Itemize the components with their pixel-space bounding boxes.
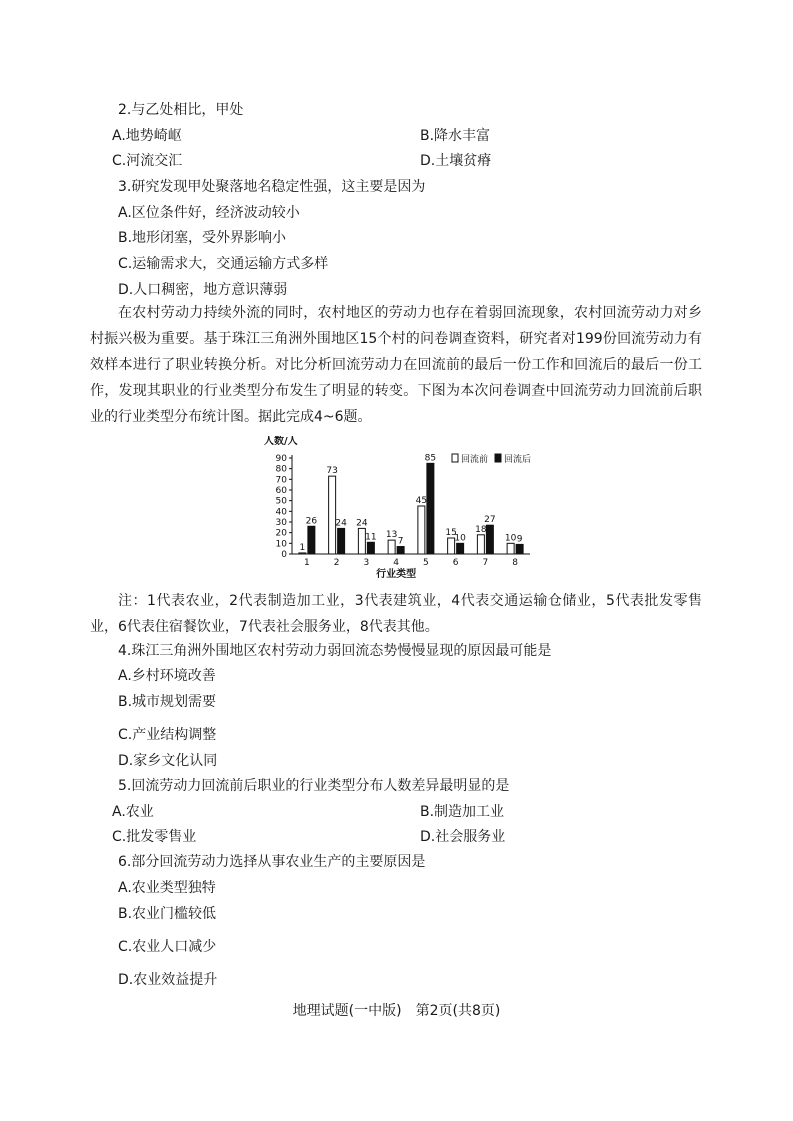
bar-回流前-5 [418,506,425,554]
q5-option-a[interactable]: A.农业 [112,804,154,820]
data-label: 26 [305,516,318,527]
bar-回流前-4 [388,540,395,554]
bar-回流后-2 [338,528,345,554]
q3-option-b[interactable]: B.地形闭塞，受外界影响小 [118,230,287,246]
y-tick-label: 0 [281,550,287,560]
q2-option-d[interactable]: D.土壤贫瘠 [420,153,492,169]
data-label: 10 [454,533,466,544]
q2-option-c[interactable]: C.河流交汇 [112,153,183,169]
x-tick-label: 1 [304,558,310,568]
y-tick-label: 70 [275,475,287,486]
y-tick-label: 90 [275,454,287,464]
x-tick-label: 4 [393,558,399,568]
x-tick-label: 3 [363,558,370,568]
x-tick-label: 2 [333,558,340,568]
chart-note: 注：1代表农业，2代表制造加工业，3代表建筑业，4代表交通运输仓储业，5代表批发零售业，6代表住宿餐饮业，7代表社会服务业，8代表其他。 [90,593,702,635]
y-tick-label: 20 [275,528,287,539]
q2-option-a[interactable]: A.地势崎岖 [112,128,182,144]
y-axis-label: 人数/人 [264,436,298,447]
y-tick-label: 50 [275,496,287,507]
q2-stem: 2.与乙处相比，甲处 [118,102,244,118]
y-tick-label: 80 [275,464,287,475]
data-label: 10 [504,533,517,544]
bar-回流后-4 [397,547,404,554]
legend-swatch-回流后 [495,454,501,462]
data-label: 1 [299,542,306,553]
q6-option-c[interactable]: C.农业人口减少 [118,939,217,955]
page-footer: 地理试题(一中版) 第2页(共8页) [292,1003,501,1019]
y-tick-label: 60 [275,486,287,496]
q4-option-d[interactable]: D.家乡文化认同 [118,753,218,769]
q6-option-d[interactable]: D.农业效益提升 [118,972,218,988]
y-tick-label: 10 [275,539,287,550]
bar-回流后-8 [516,544,523,554]
legend-swatch-回流前 [452,454,458,462]
bar-回流前-2 [329,476,336,554]
q2-option-b[interactable]: B.降水丰富 [420,128,491,144]
data-label: 15 [445,528,457,538]
data-label: 9 [516,534,523,545]
bar-回流前-7 [477,535,484,554]
q6-option-b[interactable]: B.农业门槛较低 [118,906,217,922]
x-tick-label: 8 [512,558,518,568]
bar-回流后-3 [367,542,374,554]
y-tick-label: 30 [275,518,287,528]
data-label: 7 [397,536,404,547]
q6-stem: 6.部分回流劳动力选择从事农业生产的主要原因是 [118,854,426,870]
q4-option-b[interactable]: B.城市规划需要 [118,694,217,710]
bar-回流后-7 [486,525,493,554]
x-tick-label: 5 [423,558,429,568]
q3-option-a[interactable]: A.区位条件好，经济波动较小 [118,205,300,221]
data-label: 45 [415,496,428,506]
q4-stem: 4.珠江三角洲外围地区农村劳动力弱回流态势慢慢显现的原因最可能是 [118,643,552,659]
passage: 在农村劳动力持续外流的同时，农村地区的劳动力也存在着弱回流现象，农村回流劳动力对乡村振兴极为重要。基于珠江三角洲外围地区15个村的问卷调查资料，研究者对199份回流劳动力有效样本进行了职业转换分析。对比分析回流劳动力在回流前的最后一份工作和回流后的最后一份工作，发现其职业的行业类型分布发生了明显的转变。下图为本次问卷调查中回流劳动力回流前后职业的行业类型分布统计图。据此完成4~6题。 [90,305,702,425]
q3-stem: 3.研究发现甲处聚落地名稳定性强，这主要是因为 [118,179,426,195]
bar-回流前-8 [507,543,514,554]
data-label: 85 [424,453,437,464]
q5-option-b[interactable]: B.制造加工业 [420,804,505,820]
q3-option-c[interactable]: C.运输需求大，交通运输方式多样 [118,256,329,272]
q5-option-d[interactable]: D.社会服务业 [420,829,506,845]
data-label: 13 [385,530,398,541]
legend-label: 回流前 [461,455,489,465]
x-axis-label: 行业类型 [376,569,417,580]
data-label: 24 [335,518,347,529]
bar-回流后-5 [427,463,434,554]
data-label: 73 [326,466,338,477]
y-tick-label: 40 [275,507,287,518]
q4-option-c[interactable]: C.产业结构调整 [118,727,217,743]
q3-option-d[interactable]: D.人口稠密，地方意识薄弱 [118,282,288,298]
x-tick-label: 6 [452,558,459,568]
data-label: 27 [484,515,496,526]
bar-chart [262,436,542,586]
data-label: 11 [365,532,377,543]
bar-回流后-6 [457,543,464,554]
q5-option-c[interactable]: C.批发零售业 [112,829,197,845]
data-label: 24 [356,518,368,529]
bar-回流后-1 [308,526,315,554]
bar-回流前-1 [299,553,306,554]
data-label: 18 [475,524,487,535]
q4-option-a[interactable]: A.乡村环境改善 [118,668,216,684]
x-tick-label: 7 [482,558,489,568]
q6-option-a[interactable]: A.农业类型独特 [118,880,216,896]
legend-label: 回流后 [504,455,532,465]
q5-stem: 5.回流劳动力回流前后职业的行业类型分布人数差异最明显的是 [118,778,510,794]
